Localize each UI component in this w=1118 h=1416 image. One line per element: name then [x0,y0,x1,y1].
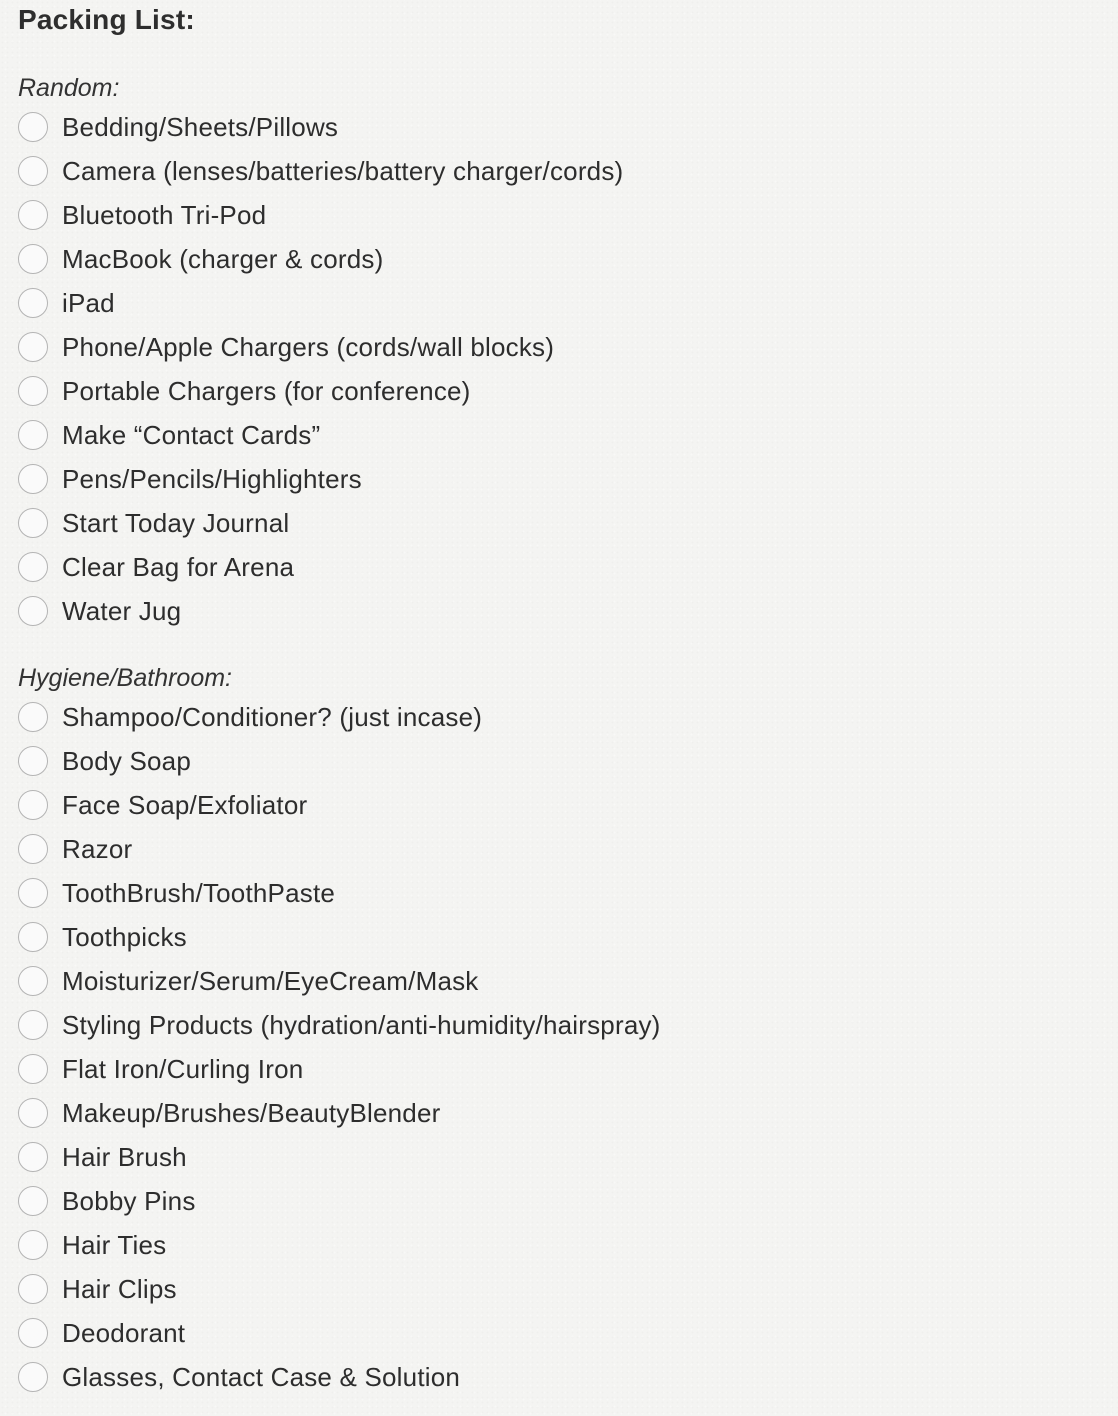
checklist-item-label: Camera (lenses/batteries/battery charger/cords) [62,155,624,186]
checklist-item[interactable] [18,1267,1108,1311]
checklist-item-label: Start Today Journal [62,507,290,538]
checklist-item-label: Razor [62,833,133,864]
circle-checkbox-icon[interactable] [18,508,48,538]
circle-checkbox-icon[interactable] [18,464,48,494]
checklist-item-label: Toothpicks [62,921,187,952]
checklist-item-label: Bobby Pins [62,1185,196,1216]
checklist-item-label: Body Soap [62,745,192,776]
circle-checkbox-icon[interactable] [18,746,48,776]
checklist-item-label: Shampoo/Conditioner? (just incase) [62,701,483,732]
checklist-item[interactable] [18,1223,1108,1267]
checklist-item[interactable] [18,1091,1108,1135]
circle-checkbox-icon[interactable] [18,288,48,318]
circle-checkbox-icon[interactable] [18,922,48,952]
circle-checkbox-icon[interactable] [18,332,48,362]
checklist-item[interactable] [18,325,1108,369]
circle-checkbox-icon[interactable] [18,1142,48,1172]
checklist-item[interactable] [18,193,1108,237]
circle-checkbox-icon[interactable] [18,702,48,732]
circle-checkbox-icon[interactable] [18,1010,48,1040]
checklist-item[interactable] [18,105,1108,149]
checklist-random [18,105,1108,633]
circle-checkbox-icon[interactable] [18,596,48,626]
circle-checkbox-icon[interactable] [18,1274,48,1304]
section-random [18,71,1108,633]
checklist-item[interactable] [18,413,1108,457]
checklist-item[interactable] [18,457,1108,501]
circle-checkbox-icon[interactable] [18,420,48,450]
checklist-item[interactable] [18,1003,1108,1047]
circle-checkbox-icon[interactable] [18,878,48,908]
checklist-item-label: Bluetooth Tri-Pod [62,199,267,230]
checklist-item[interactable] [18,281,1108,325]
checklist-item[interactable] [18,1047,1108,1091]
note-title: Packing List: [18,4,195,35]
checklist-item-label: Hair Ties [62,1229,167,1260]
checklist-item-label: MacBook (charger & cords) [62,243,384,274]
checklist-item[interactable] [18,1135,1108,1179]
checklist-item-label: Face Soap/Exfoliator [62,789,308,820]
checklist-item-label: Clear Bag for Arena [62,551,295,582]
checklist-item-label: Bedding/Sheets/Pillows [62,111,339,142]
circle-checkbox-icon[interactable] [18,834,48,864]
section-heading-random: Random: [18,74,120,102]
checklist-item-label: Hair Brush [62,1141,187,1172]
checklist-item-label: Phone/Apple Chargers (cords/wall blocks) [62,331,555,362]
checklist-item[interactable] [18,695,1108,739]
section-heading-hygiene-bathroom: Hygiene/Bathroom: [18,664,233,692]
checklist-item[interactable] [18,783,1108,827]
circle-checkbox-icon[interactable] [18,1054,48,1084]
section-hygiene-bathroom [18,661,1108,1399]
circle-checkbox-icon[interactable] [18,376,48,406]
checklist-item[interactable] [18,739,1108,783]
circle-checkbox-icon[interactable] [18,1098,48,1128]
checklist-item-label: Water Jug [62,595,182,626]
checklist-item-label: Make “Contact Cards” [62,419,321,450]
checklist-item[interactable] [18,501,1108,545]
checklist-item-label: Glasses, Contact Case & Solution [62,1361,461,1392]
checklist-item[interactable] [18,237,1108,281]
checklist-item[interactable] [18,545,1108,589]
checklist-hygiene-bathroom [18,695,1108,1399]
checklist-item-label: Pens/Pencils/Highlighters [62,463,362,494]
circle-checkbox-icon[interactable] [18,244,48,274]
checklist-item-label: ToothBrush/ToothPaste [62,877,336,908]
circle-checkbox-icon[interactable] [18,200,48,230]
checklist-item-label: Portable Chargers (for conference) [62,375,471,406]
checklist-item[interactable] [18,1355,1108,1399]
circle-checkbox-icon[interactable] [18,552,48,582]
checklist-item-label: Moisturizer/Serum/EyeCream/Mask [62,965,479,996]
checklist-item[interactable] [18,149,1108,193]
checklist-item[interactable] [18,827,1108,871]
circle-checkbox-icon[interactable] [18,112,48,142]
checklist-item-label: Deodorant [62,1317,186,1348]
checklist-item-label: Flat Iron/Curling Iron [62,1053,304,1084]
checklist-item[interactable] [18,589,1108,633]
circle-checkbox-icon[interactable] [18,1230,48,1260]
checklist-item[interactable] [18,915,1108,959]
checklist-item-label: Makeup/Brushes/BeautyBlender [62,1097,441,1128]
checklist-item[interactable] [18,959,1108,1003]
checklist-item[interactable] [18,1311,1108,1355]
circle-checkbox-icon[interactable] [18,1362,48,1392]
checklist-item[interactable] [18,1179,1108,1223]
checklist-item[interactable] [18,871,1108,915]
note-body [18,0,1108,1399]
circle-checkbox-icon[interactable] [18,156,48,186]
circle-checkbox-icon[interactable] [18,1186,48,1216]
circle-checkbox-icon[interactable] [18,966,48,996]
checklist-item-label: Hair Clips [62,1273,177,1304]
checklist-item-label: iPad [62,287,115,318]
circle-checkbox-icon[interactable] [18,1318,48,1348]
checklist-item[interactable] [18,369,1108,413]
circle-checkbox-icon[interactable] [18,790,48,820]
checklist-item-label: Styling Products (hydration/anti-humidity/hairspray) [62,1009,661,1040]
